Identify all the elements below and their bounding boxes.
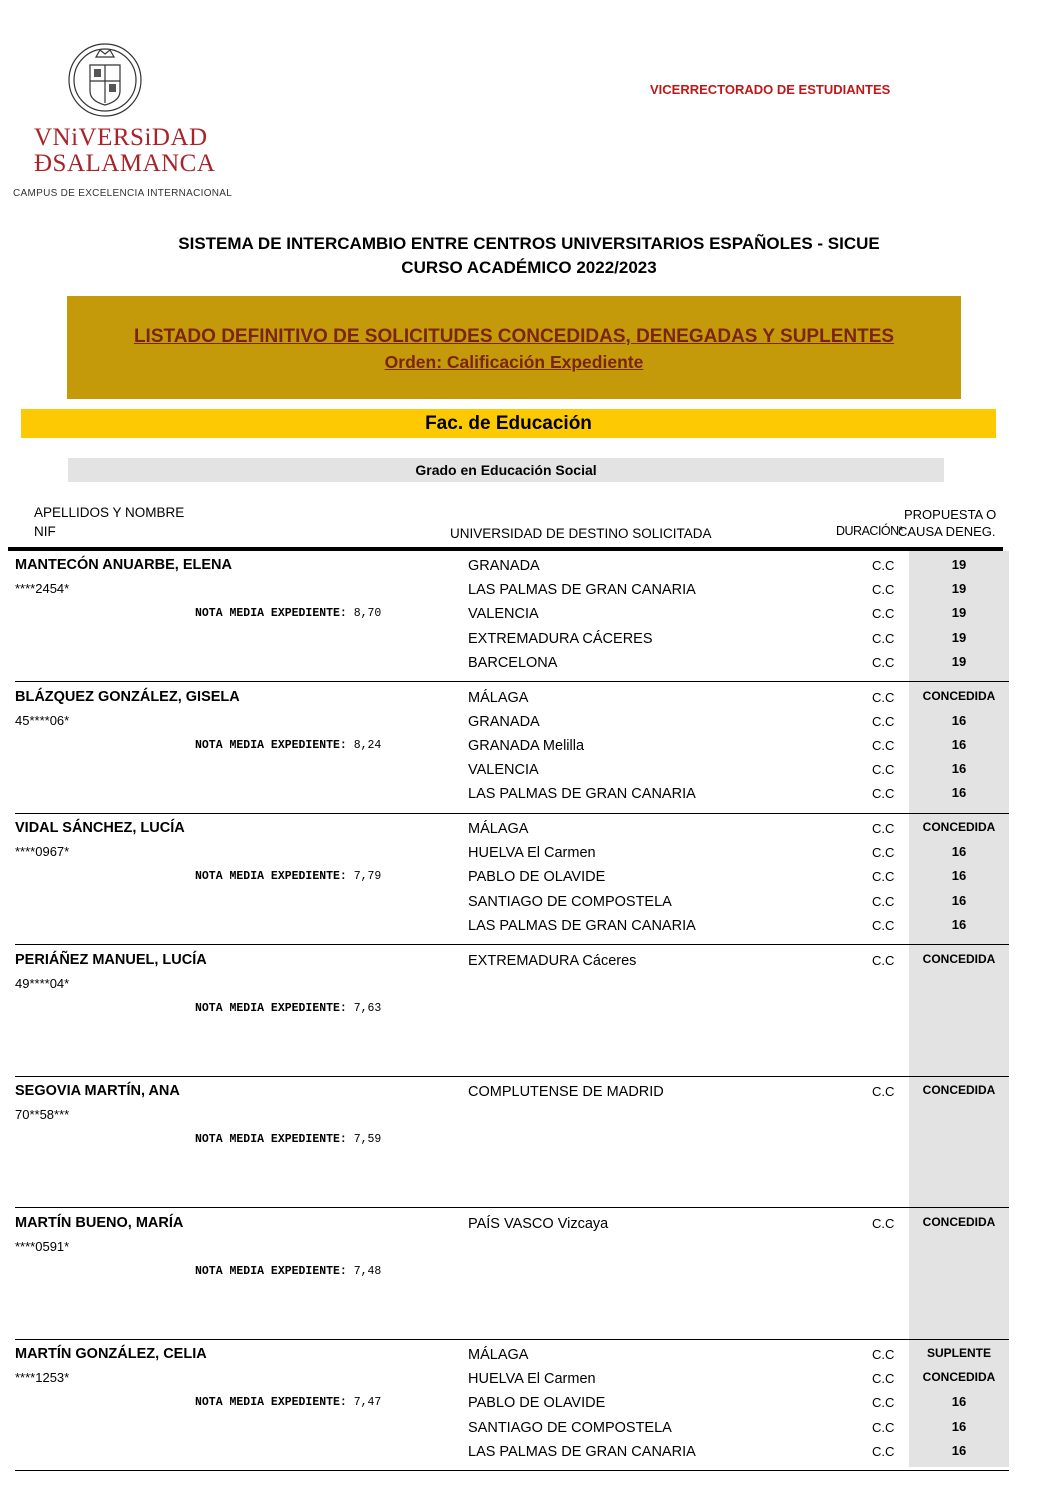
destination-university: HUELVA El Carmen (468, 1371, 596, 1388)
duration-value: C.C (872, 821, 895, 836)
row-separator (15, 1207, 1009, 1208)
col-header-duration: DURACIÓN* (836, 524, 904, 538)
request-result: 19 (951, 629, 967, 645)
degree-heading: Grado en Educación Social (68, 458, 944, 482)
student-name: MARTÍN BUENO, MARÍA (15, 1214, 184, 1231)
destination-university: MÁLAGA (468, 1347, 529, 1363)
duration-value: C.C (872, 558, 895, 573)
grade-value: 8,70 (346, 607, 382, 620)
grade-average (195, 870, 381, 883)
destination-university: BARCELONA (468, 654, 558, 671)
duration-value: C.C (872, 1084, 895, 1099)
row-separator (15, 1339, 1009, 1340)
duration-value: C.C (872, 952, 895, 968)
destination-university: GRANADA (468, 558, 540, 574)
duration-value: C.C (872, 689, 895, 705)
academic-year: CURSO ACADÉMICO 2022/2023 (401, 258, 657, 277)
duration-value: C.C (872, 606, 895, 622)
request-result: 16 (951, 892, 967, 908)
duration-value: C.C (872, 737, 895, 753)
grade-label: NOTA MEDIA EXPEDIENTE: (195, 738, 347, 752)
request-result: 19 (951, 581, 967, 597)
grade-average (195, 1002, 381, 1015)
grade-average (195, 1133, 381, 1146)
destination-university: PABLO DE OLAVIDE (468, 869, 606, 886)
grade-label: NOTA MEDIA EXPEDIENTE: (195, 870, 347, 883)
destination-university: SANTIAGO DE COMPOSTELA (468, 1419, 672, 1436)
header-rule (8, 547, 1003, 551)
destination-university: LAS PALMAS DE GRAN CANARIA (468, 786, 696, 803)
request-result: CONCEDIDA (922, 688, 996, 703)
request-result: 16 (951, 1442, 967, 1458)
request-result: 16 (951, 916, 967, 932)
duration-value: C.C (872, 893, 895, 909)
grade-label: NOTA MEDIA EXPEDIENTE: (195, 1264, 347, 1278)
request-result: 16 (951, 1394, 967, 1410)
duration-value: C.C (872, 713, 895, 729)
duration-value: C.C (872, 1443, 895, 1459)
destination-university: LAS PALMAS DE GRAN CANARIA (468, 917, 696, 934)
request-result: 16 (951, 712, 967, 728)
destination-university: EXTREMADURA CÁCERES (468, 630, 653, 647)
student-name: BLÁZQUEZ GONZÁLEZ, GISELA (15, 688, 240, 705)
vicerrectorado-label: VICERRECTORADO DE ESTUDIANTES (650, 82, 891, 97)
duration-value: C.C (872, 582, 895, 598)
duration-value: C.C (872, 1215, 895, 1231)
request-result: 16 (951, 785, 967, 801)
request-result: 16 (951, 761, 967, 777)
request-result: CONCEDIDA (922, 1214, 996, 1229)
student-nif: ****0591* (15, 1238, 70, 1254)
destination-university: LAS PALMAS DE GRAN CANARIA (468, 582, 696, 599)
duration-value: C.C (872, 630, 895, 646)
destination-university: COMPLUTENSE DE MADRID (468, 1084, 664, 1100)
banner-title: LISTADO DEFINITIVO DE SOLICITUDES CONCEDIDAS, DENEGADAS Y SUPLENTES (133, 326, 895, 347)
request-result: 19 (951, 557, 967, 572)
duration-value: C.C (872, 654, 895, 670)
student-name: MANTECÓN ANUARBE, ELENA (15, 557, 232, 573)
col-header-destination: UNIVERSIDAD DE DESTINO SOLICITADA (450, 526, 712, 541)
destination-university: LAS PALMAS DE GRAN CANARIA (468, 1443, 696, 1460)
duration-value: C.C (872, 845, 895, 861)
student-nif: ****0967* (15, 844, 70, 859)
duration-value: C.C (872, 917, 895, 933)
request-result: 16 (951, 868, 967, 884)
destination-university: MÁLAGA (468, 821, 529, 837)
campus-label: CAMPUS DE EXCELENCIA INTERNACIONAL (13, 188, 233, 199)
row-separator (15, 1076, 1009, 1077)
duration-value: C.C (872, 786, 895, 802)
grade-average (195, 1396, 381, 1409)
request-result: CONCEDIDA (922, 951, 996, 966)
destination-university: SANTIAGO DE COMPOSTELA (468, 893, 672, 910)
request-result: SUPLENTE (926, 1346, 991, 1360)
university-seal-logo (10, 35, 225, 205)
grade-label: NOTA MEDIA EXPEDIENTE: (195, 1001, 347, 1015)
student-nif: ****1253* (15, 1370, 70, 1385)
duration-value: C.C (872, 1419, 895, 1435)
col-header-name: APELLIDOS Y NOMBRE (34, 505, 185, 520)
duration-value: C.C (872, 1347, 895, 1362)
row-separator (15, 813, 1009, 814)
request-result: 16 (951, 736, 967, 752)
duration-value: C.C (872, 762, 895, 778)
student-name: PERIÁÑEZ MANUEL, LUCÍA (15, 951, 207, 968)
grade-value: 7,63 (346, 1001, 382, 1015)
student-nif: 45****06* (15, 712, 70, 728)
destination-university: EXTREMADURA Cáceres (468, 952, 637, 969)
student-name: SEGOVIA MARTÍN, ANA (15, 1083, 180, 1099)
destination-university: VALENCIA (468, 606, 539, 623)
destination-university: GRANADA (468, 713, 540, 730)
row-separator (15, 944, 1009, 945)
student-nif: 70**58*** (15, 1107, 70, 1122)
destination-university: MÁLAGA (468, 689, 529, 706)
document-title: SISTEMA DE INTERCAMBIO ENTRE CENTROS UNIVERSITARIOS ESPAÑOLES - SICUE (178, 234, 880, 253)
student-name: VIDAL SÁNCHEZ, LUCÍA (15, 820, 185, 836)
grade-value: 7,59 (346, 1133, 382, 1146)
duration-value: C.C (872, 1371, 895, 1387)
request-result: 19 (951, 653, 967, 669)
destination-university: GRANADA Melilla (468, 737, 585, 754)
request-result: 16 (951, 844, 967, 860)
request-result: 16 (951, 1418, 967, 1434)
request-result: 19 (951, 605, 967, 621)
grade-value: 8,24 (346, 738, 382, 752)
listing-banner (67, 296, 961, 399)
grade-value: 7,47 (346, 1396, 382, 1409)
col-header-proposal-2: CAUSA DENEG. (898, 524, 996, 539)
destination-university: PAÍS VASCO Vizcaya (468, 1215, 609, 1232)
request-result: CONCEDIDA (922, 820, 996, 834)
faculty-heading: Fac. de Educación (21, 409, 996, 438)
grade-value: 7,79 (346, 870, 382, 883)
destination-university: PABLO DE OLAVIDE (468, 1395, 606, 1412)
grade-average (195, 739, 381, 752)
university-name-line2: ÐSALAMANCA (34, 150, 216, 177)
grade-average (195, 1265, 381, 1278)
grade-label: NOTA MEDIA EXPEDIENTE: (195, 1396, 347, 1409)
col-header-nif: NIF (34, 524, 56, 539)
row-separator (15, 1470, 1009, 1471)
destination-university: VALENCIA (468, 762, 539, 779)
request-result: CONCEDIDA (922, 1370, 996, 1385)
student-name: MARTÍN GONZÁLEZ, CELIA (15, 1346, 207, 1362)
destination-university: HUELVA El Carmen (468, 845, 596, 862)
grade-average (195, 607, 381, 620)
student-nif: ****2454* (15, 581, 70, 596)
duration-value: C.C (872, 1395, 895, 1411)
grade-label: NOTA MEDIA EXPEDIENTE: (195, 1133, 347, 1146)
request-result: CONCEDIDA (922, 1083, 996, 1097)
grade-value: 7,48 (346, 1264, 382, 1278)
duration-value: C.C (872, 869, 895, 885)
university-name-line1: VNiVERSiDAD (34, 124, 208, 151)
grade-label: NOTA MEDIA EXPEDIENTE: (195, 607, 347, 620)
col-header-proposal-1: PROPUESTA O (904, 507, 997, 522)
banner-order: Orden: Calificación Expediente (384, 352, 644, 372)
row-separator (15, 681, 1009, 682)
student-nif: 49****04* (15, 975, 70, 991)
